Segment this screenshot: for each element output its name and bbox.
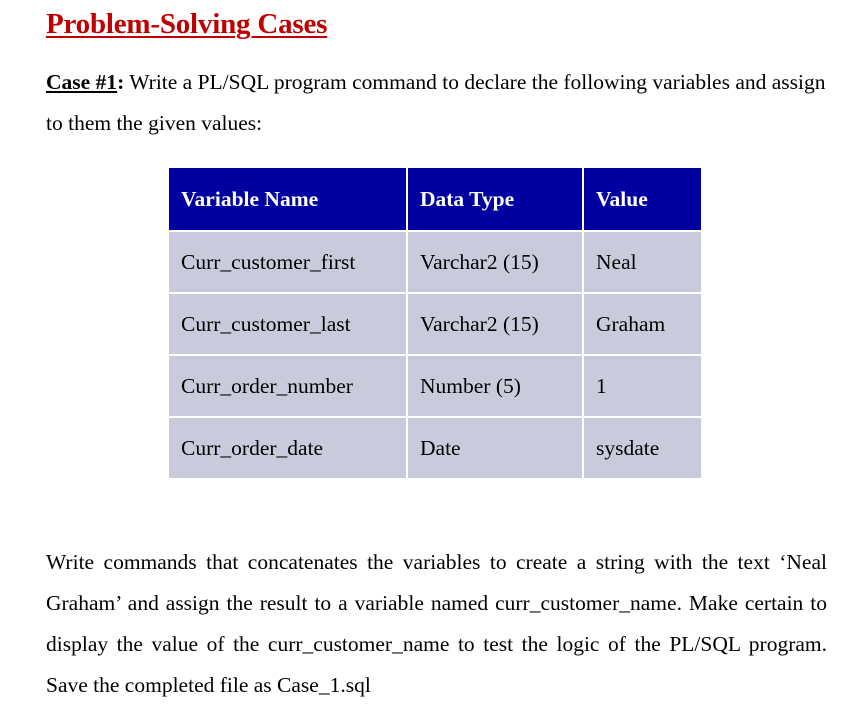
cell-value: 1 [583, 355, 701, 417]
cell-variable-name: Curr_order_date [169, 417, 407, 478]
cell-value: Neal [583, 231, 701, 293]
instructions-paragraph: Write commands that concatenates the variables to create a string with the text ‘Neal Graham’ and assign the result to a variable named curr_customer_name. Make certain to display the value of the curr_customer_name to test the logic of the PL/SQL program. Save the completed file as Case_1.sql [46, 550, 827, 697]
table-header-row [169, 168, 701, 231]
table-row [169, 355, 701, 417]
table-row [169, 231, 701, 293]
case-prompt: Write a PL/SQL program command to declare the following variables and assign to them the given values: [46, 70, 826, 135]
cell-data-type: Number (5) [407, 355, 583, 417]
cell-variable-name: Curr_customer_first [169, 231, 407, 293]
cell-data-type: Varchar2 (15) [407, 231, 583, 293]
cell-value: Graham [583, 293, 701, 355]
page-heading: Problem-Solving Cases [46, 8, 328, 40]
header-data-type: Data Type [407, 168, 583, 231]
table-row [169, 417, 701, 478]
table-row [169, 293, 701, 355]
cell-value: sysdate [583, 417, 701, 478]
case-label-colon: : [117, 70, 125, 94]
cell-variable-name: Curr_order_number [169, 355, 407, 417]
variables-table [169, 168, 701, 478]
cell-data-type: Date [407, 417, 583, 478]
cell-variable-name: Curr_customer_last [169, 293, 407, 355]
header-value: Value [583, 168, 701, 231]
case-label: Case #1 [46, 70, 118, 94]
case-description [46, 62, 831, 144]
cell-data-type: Varchar2 (15) [407, 293, 583, 355]
header-variable-name: Variable Name [169, 168, 407, 231]
